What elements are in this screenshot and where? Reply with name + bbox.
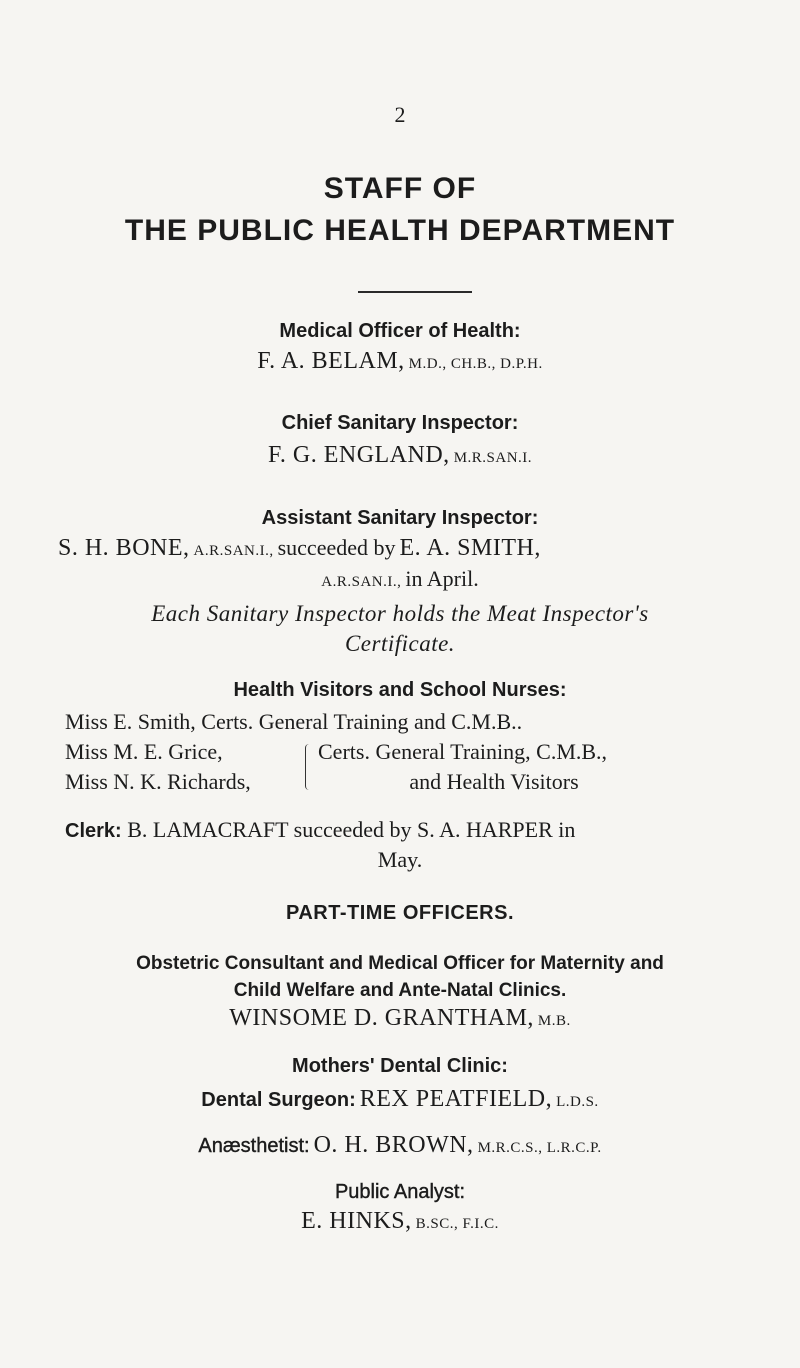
anaesthetist-qualifications: M.R.C.S., L.R.C.P. — [477, 1140, 602, 1156]
analyst-qualifications: B.SC., F.I.C. — [415, 1216, 499, 1232]
asi-entry-line2 — [0, 566, 800, 592]
clerk-entry-line1 — [65, 817, 575, 843]
asi-name-2: E. A. SMITH, — [399, 535, 541, 561]
visitors-label: Health Visitors and School Nurses: — [233, 679, 567, 701]
asi-month: in April. — [405, 566, 479, 591]
anaesthetist-name: O. H. BROWN, — [313, 1132, 474, 1158]
clerk-entry-line2: May. — [377, 847, 423, 872]
dental-surgeon-label: Dental Surgeon: — [201, 1089, 356, 1111]
anaesthetist-entry — [0, 1132, 800, 1159]
moh-name: F. A. BELAM, — [257, 348, 405, 374]
obstetric-label-line2: Child Welfare and Ante-Natal Clinics. — [233, 980, 567, 1001]
meat-inspector-note-line1: Each Sanitary Inspector holds the Meat Inspector's — [151, 601, 649, 626]
asi-name-1: S. H. BONE, — [58, 535, 190, 561]
asi-label: Assistant Sanitary Inspector: — [261, 507, 539, 529]
visitor-row-2-name: Miss M. E. Grice, — [65, 739, 223, 764]
csi-entry — [0, 442, 800, 469]
part-time-heading: PART-TIME OFFICERS. — [285, 902, 514, 924]
clerk-label: Clerk: — [65, 820, 122, 842]
moh-qualifications: M.D., CH.B., D.P.H. — [408, 356, 543, 372]
dental-surgeon-name: REX PEATFIELD, — [359, 1086, 553, 1112]
obstetric-entry — [0, 1005, 800, 1032]
obstetric-qualifications: M.B. — [537, 1013, 571, 1029]
moh-entry — [0, 348, 800, 375]
asi-qualifications-1: A.R.SAN.I., — [193, 543, 274, 559]
title-line-2: THE PUBLIC HEALTH DEPARTMENT — [124, 214, 676, 247]
asi-succeeded-text: succeeded by — [277, 535, 396, 560]
asi-qualifications-2: A.R.SAN.I., — [321, 574, 402, 590]
meat-inspector-note-line2: Certificate. — [344, 631, 456, 656]
csi-label: Chief Sanitary Inspector: — [281, 412, 519, 434]
dental-clinic-label: Mothers' Dental Clinic: — [292, 1055, 508, 1077]
title-line-1: STAFF OF — [323, 172, 477, 205]
visitor-row-1: Miss E. Smith, Certs. General Training and C.M.B.. — [65, 709, 523, 734]
obstetric-label-line1: Obstetric Consultant and Medical Officer for Maternity and — [136, 953, 664, 974]
divider-rule — [358, 291, 472, 293]
asi-entry-line1 — [58, 535, 758, 562]
visitor-brace — [305, 744, 312, 790]
moh-label: Medical Officer of Health: — [279, 320, 521, 342]
analyst-entry — [0, 1208, 800, 1235]
csi-name: F. G. ENGLAND, — [267, 442, 450, 468]
visitor-row-3-text: and Health Visitors — [409, 769, 579, 794]
anaesthetist-label: Anæsthetist: — [198, 1135, 310, 1157]
page-number: 2 — [394, 102, 406, 127]
clerk-text: B. LAMACRAFT succeeded by S. A. HARPER in — [127, 817, 576, 842]
visitor-row-3-name: Miss N. K. Richards, — [65, 769, 251, 794]
analyst-name: E. HINKS, — [301, 1208, 412, 1234]
dental-surgeon-entry — [0, 1086, 800, 1113]
obstetric-name: WINSOME D. GRANTHAM, — [229, 1005, 534, 1031]
csi-qualifications: M.R.SAN.I. — [453, 450, 533, 466]
dental-surgeon-qualifications: L.D.S. — [556, 1094, 599, 1110]
visitor-row-2-text: Certs. General Training, C.M.B., — [318, 739, 608, 764]
analyst-label: Public Analyst: — [334, 1181, 466, 1203]
